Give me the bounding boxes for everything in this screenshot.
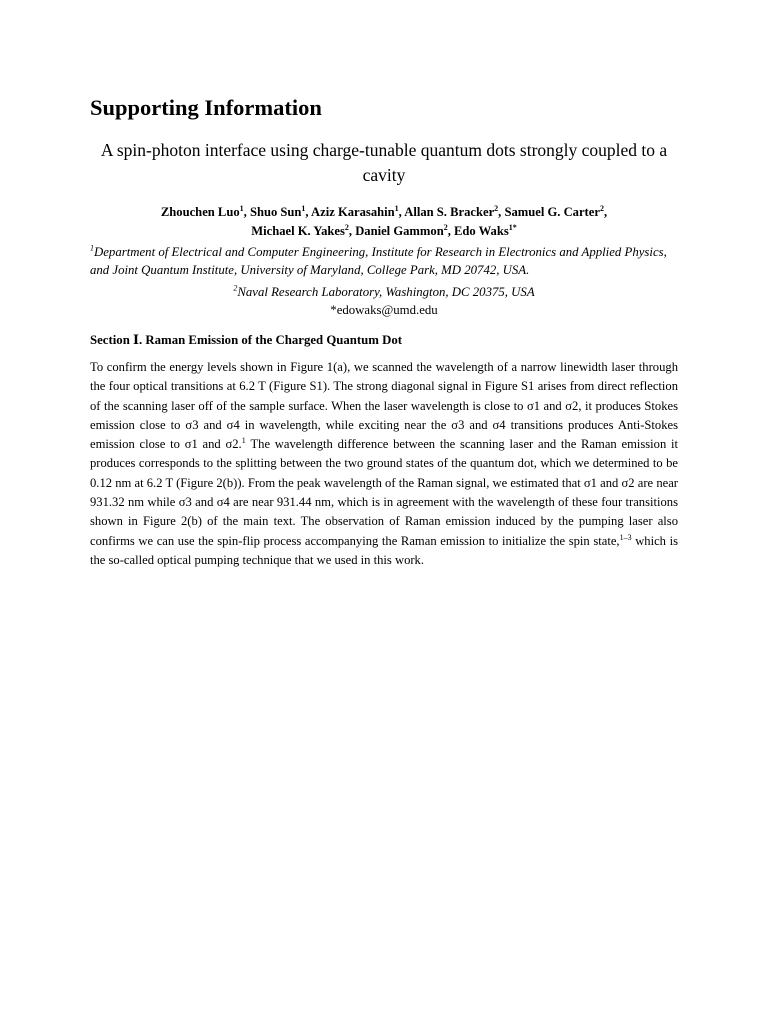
author-separator: ,	[243, 205, 250, 219]
author-list	[90, 203, 678, 241]
author-affil-marker: 2	[443, 222, 448, 232]
paper-title: A spin-photon interface using charge-tunable quantum dots strongly coupled to a cavity	[100, 140, 668, 185]
author-affil-marker: 1	[239, 203, 244, 213]
author-separator: ,	[305, 205, 312, 219]
author-affil-marker: 2	[344, 222, 349, 232]
author-name: Zhouchen Luo	[160, 205, 240, 219]
author-name: Daniel Gammon	[355, 224, 444, 238]
affiliation-text: Department of Electrical and Computer Engineering, Institute for Research in Electronics and Applied Physics, and Joint Quantum Institute, University of Maryland, College Park, MD 20742, USA.	[90, 245, 667, 277]
affiliation-1	[90, 243, 678, 279]
author-separator: ,	[498, 205, 505, 219]
paragraph-text: which is the so-called optical pumping technique that we used in this work.	[90, 533, 678, 567]
affiliation-text: Naval Research Laboratory, Washington, DC 20375, USA	[237, 285, 535, 299]
section-heading: Section Ⅰ. Raman Emission of the Charged Quantum Dot	[90, 333, 403, 347]
citation-marker: 1	[241, 436, 246, 445]
section-paragraph	[90, 358, 678, 570]
affiliation-marker: 2	[233, 283, 238, 293]
paragraph-text: To confirm the energy levels shown in Figure 1(a), we scanned the wavelength of a narrow linewidth laser through the four optical transitions at 6.2 T (Figure S1). The strong diagonal signal in Figure S1 arises from direct reflection of the scanning laser off of the sample surface. When the laser wavelength is close to σ1 and σ2, it produces Stokes emission close to σ3 and σ4 in wavelength, while exciting near the σ3 and σ4 transitions produces Anti-Stokes emission close to σ1 and σ2.	[90, 360, 678, 452]
author-separator: ,	[398, 205, 405, 219]
affiliation-marker: 1	[90, 243, 94, 253]
citation-marker: 1–3	[619, 532, 632, 542]
author-affil-marker: 2	[494, 203, 499, 213]
affiliation-2	[90, 283, 678, 301]
author-name: Allan S. Bracker	[404, 205, 495, 219]
author-separator: ,	[447, 224, 454, 238]
author-name: Aziz Karasahin	[311, 205, 395, 219]
author-name: Shuo Sun	[249, 205, 302, 219]
author-affil-marker: 1	[394, 203, 399, 213]
document-page	[90, 92, 678, 570]
corresponding-email: *edowaks@umd.edu	[330, 303, 438, 317]
author-separator: ,	[348, 224, 356, 238]
author-name: Michael K. Yakes	[251, 224, 345, 238]
author-affil-marker: 1*	[508, 222, 517, 232]
author-separator: ,	[603, 205, 608, 219]
author-affil-marker: 2	[599, 203, 604, 213]
author-name: Samuel G. Carter	[504, 205, 600, 219]
author-affil-marker: 1	[301, 203, 306, 213]
supporting-information-title: Supporting Information	[90, 95, 322, 120]
author-name: Edo Waks	[454, 224, 509, 238]
paragraph-text: The wavelength difference between the scanning laser and the Raman emission it produces corresponds to the splitting between the two ground states of the quantum dot, which we determined to be 0.12 nm at 6.2 T (Figure 2(b)). From the peak wavelength of the Raman signal, we estimated that σ1 and σ2 are near 931.32 nm while σ3 and σ4 are near 931.44 nm, which is in agreement with the wavelength of these four transitions shown in Figure 2(b) of the main text. The observation of Raman emission induced by the pumping laser also confirms we can use the spin-flip process accompanying the Raman emission to initialize the spin state,	[90, 437, 678, 548]
